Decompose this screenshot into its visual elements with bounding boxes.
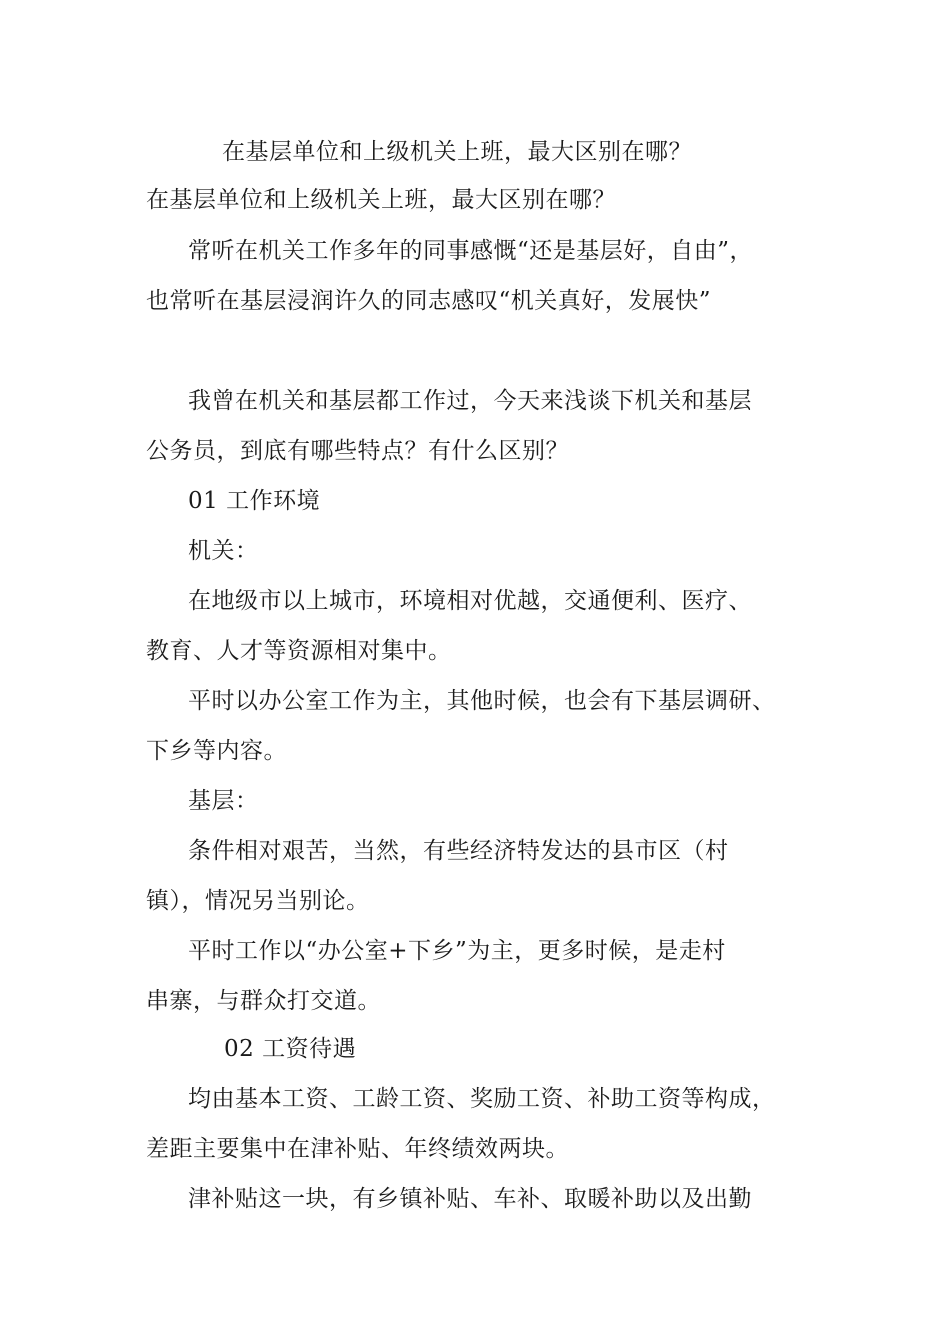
intro-paragraph-2-line-1: 我曾在机关和基层都工作过，今天来浅谈下机关和基层 <box>188 388 752 414</box>
intro-paragraph-2-line-2: 公务员，到底有哪些特点？有什么区别？ <box>146 438 569 464</box>
section-2-paragraph-2-line-1: 津补贴这一块，有乡镇补贴、车补、取暖补助以及出勤 <box>188 1186 752 1212</box>
document-title: 在基层单位和上级机关上班，最大区别在哪？ <box>222 139 692 165</box>
jiceng-paragraph-2-line-2: 串寨，与群众打交道。 <box>146 988 381 1014</box>
jiguan-paragraph-2-line-2: 下乡等内容。 <box>146 738 287 764</box>
document-subtitle: 在基层单位和上级机关上班，最大区别在哪？ <box>146 187 616 213</box>
jiguan-paragraph-1-line-1: 在地级市以上城市，环境相对优越，交通便利、医疗、 <box>188 588 752 614</box>
section-2-paragraph-1-line-1: 均由基本工资、工龄工资、奖励工资、补助工资等构成， <box>188 1086 776 1112</box>
jiceng-paragraph-2-line-1: 平时工作以“办公室+下乡”为主，更多时候，是走村 <box>188 938 726 964</box>
intro-paragraph-1-line-2: 也常听在基层浸润许久的同志感叹“机关真好，发展快” <box>146 288 712 314</box>
jiguan-paragraph-1-line-2: 教育、人才等资源相对集中。 <box>146 638 452 664</box>
jiceng-paragraph-1-line-2: 镇），情况另当别论。 <box>146 888 370 914</box>
section-2-paragraph-1-line-2: 差距主要集中在津补贴、年终绩效两块。 <box>146 1136 569 1162</box>
jiguan-label: 机关： <box>188 538 259 564</box>
section-2-heading: 02 工资待遇 <box>224 1036 357 1062</box>
jiceng-paragraph-1-line-1: 条件相对艰苦，当然，有些经济特发达的县市区（村 <box>188 838 729 864</box>
section-1-heading: 01 工作环境 <box>188 488 321 514</box>
jiguan-paragraph-2-line-1: 平时以办公室工作为主，其他时候，也会有下基层调研、 <box>188 688 776 714</box>
jiceng-label: 基层： <box>188 788 259 814</box>
intro-paragraph-1-line-1: 常听在机关工作多年的同事感慨“还是基层好，自由”， <box>188 238 754 264</box>
